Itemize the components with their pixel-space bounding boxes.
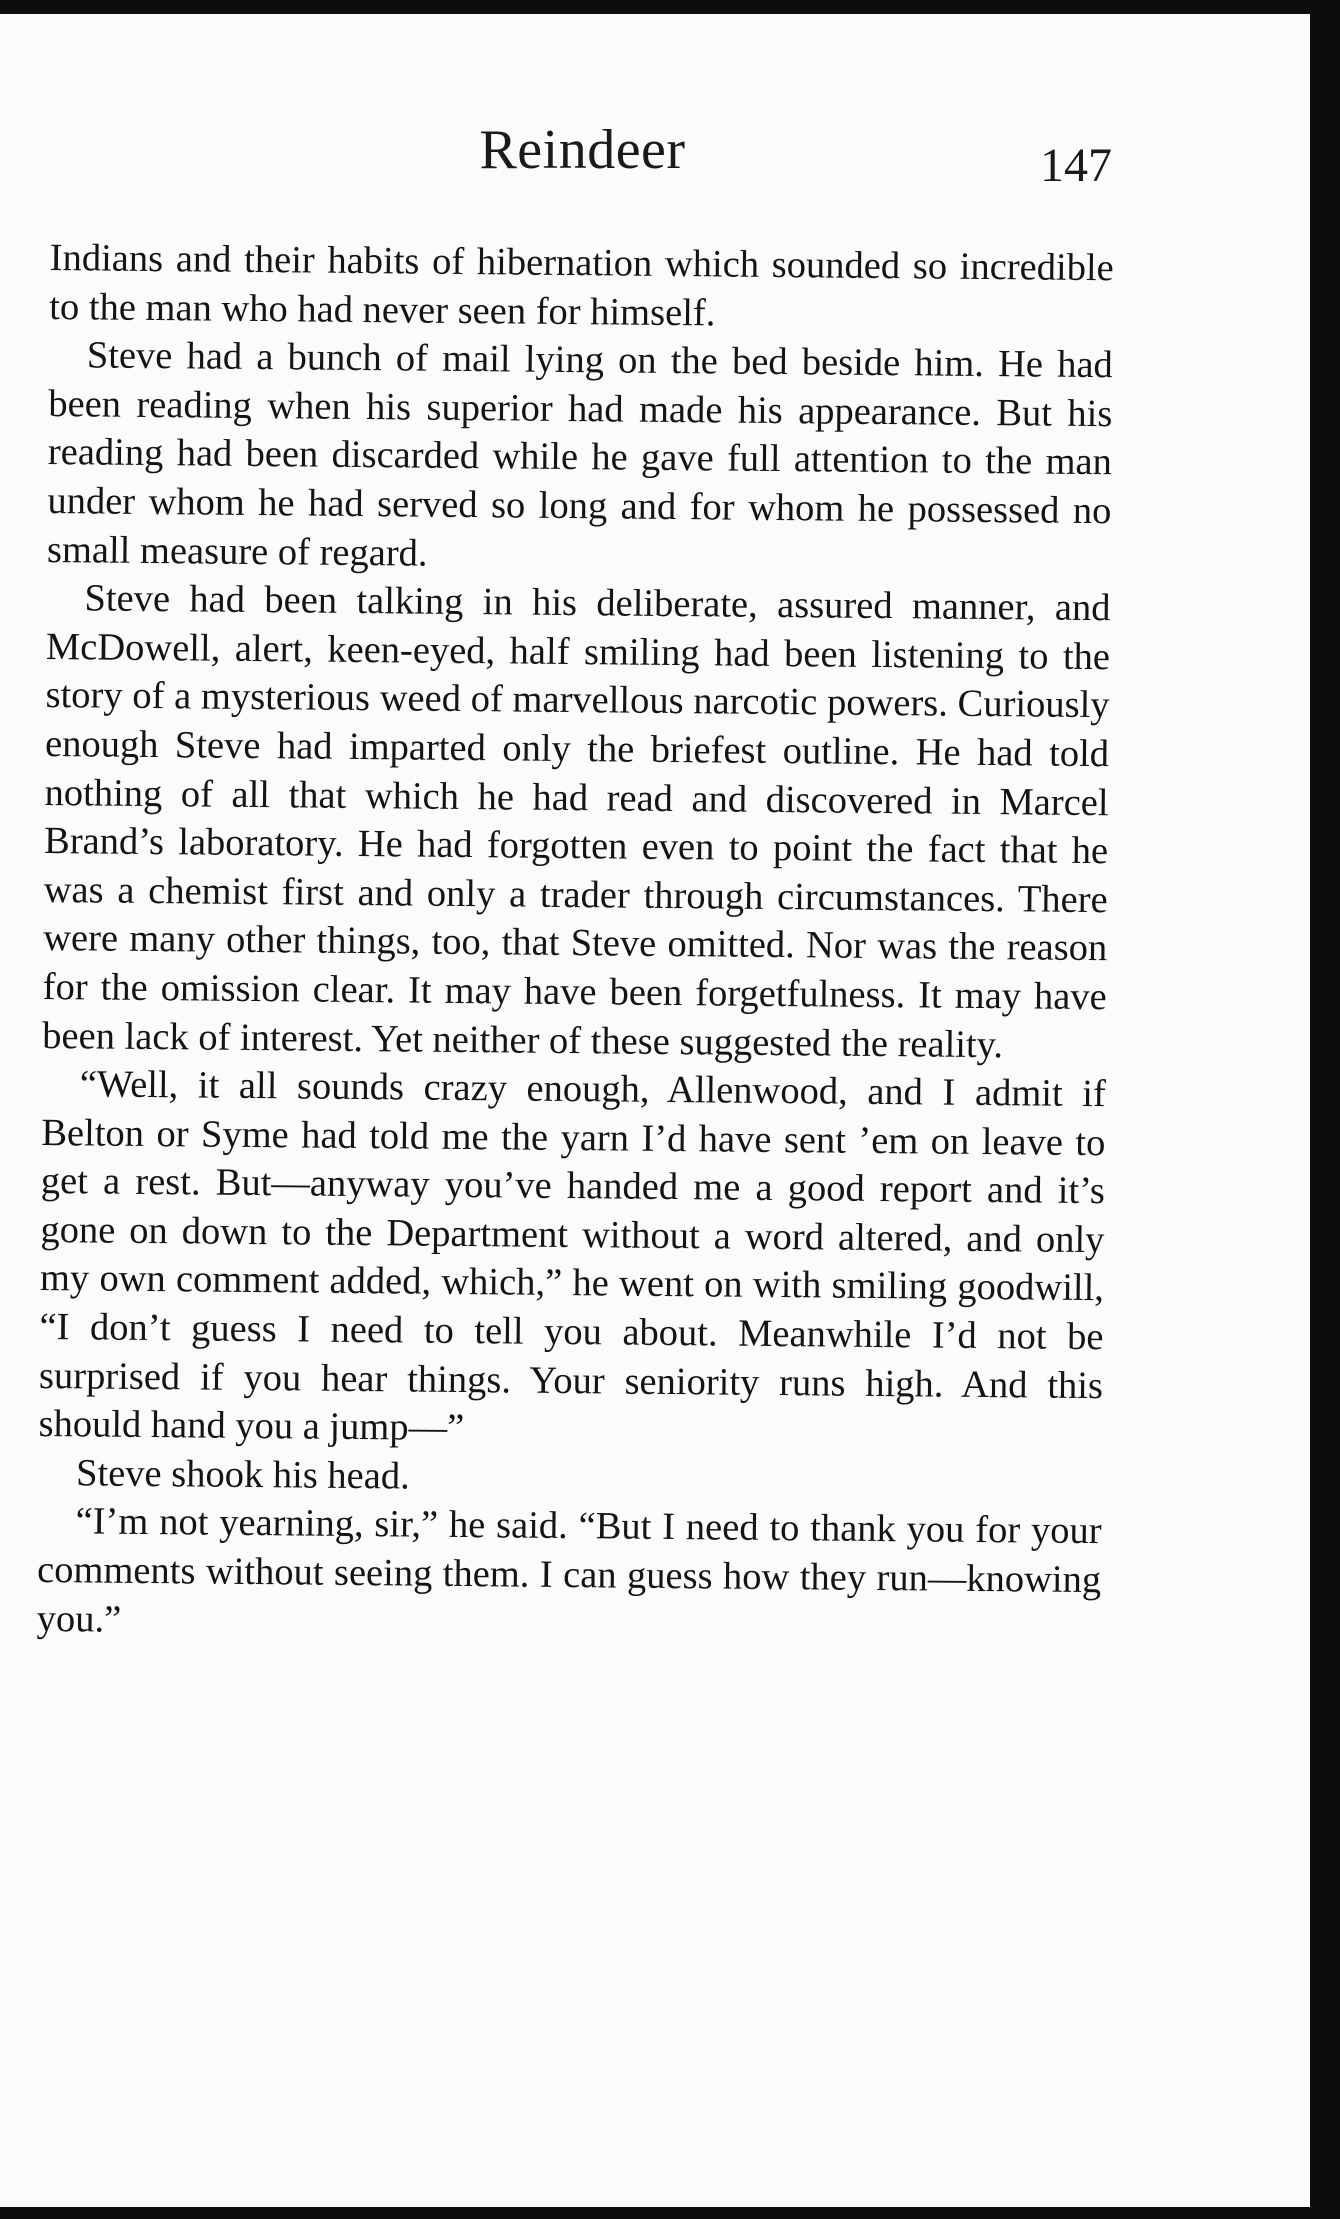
scan-border-bottom xyxy=(0,2207,1340,2219)
chapter-title: Reindeer xyxy=(479,119,686,181)
paragraph-6: “I’m not yearning, sir,” he said. “But I need to thank you for your comments without seeing them. I can guess how they run—knowing you.” xyxy=(36,1500,1102,1641)
page-number: 147 xyxy=(1040,139,1112,192)
scan-border-top xyxy=(0,0,1340,14)
paragraph-5: Steve shook his head. xyxy=(75,1452,410,1498)
scan-border-right xyxy=(1310,0,1340,2219)
body-text xyxy=(36,234,1113,1653)
running-head xyxy=(0,118,1340,198)
paragraph-2: Steve had a bunch of mail lying on the bed beside him. He had been reading when his superior had made his appearance. But his reading had been discarded while he gave full attention to the man under whom he had served so long and for whom he possessed no small measure of regard. xyxy=(46,334,1113,575)
paragraph-1: Indians and their habits of hibernation which sounded so incredible to the man who had never seen for himself. xyxy=(49,236,1114,334)
paragraph-3: Steve had been talking in his deliberate, assured manner, and McDowell, alert, keen-eyed, half smiling had been listening to the story of a mysterious weed of marvellous narcotic powers. Curiously enough Steve had imparted only the briefest outline. He had told nothing of all that which he had read and discovered in Marcel Brand’s laboratory. He had forgotten even to point the fact that he was a chemist first and only a trader through circumstances. There were many other things, too, that Steve omitted. Nor was the reason for the omission clear. It may have been forgetfulness. It may have been lack of interest. Yet neither of these suggested the reality. xyxy=(42,577,1111,1066)
paragraph-4: “Well, it all sounds crazy enough, Allenwood, and I admit if Belton or Syme had told me the yarn I’d have sent ’em on leave to get a rest. But—anyway you’ve handed me a good report and it’s gone on down to the Department without a word altered, and only my own comment added, which,” he went on with smiling goodwill, “I don’t guess I need to tell you about. Meanwhile I’d not be surprised if you hear things. Your seniority runs high. And this should hand you a jump—” xyxy=(38,1063,1106,1450)
